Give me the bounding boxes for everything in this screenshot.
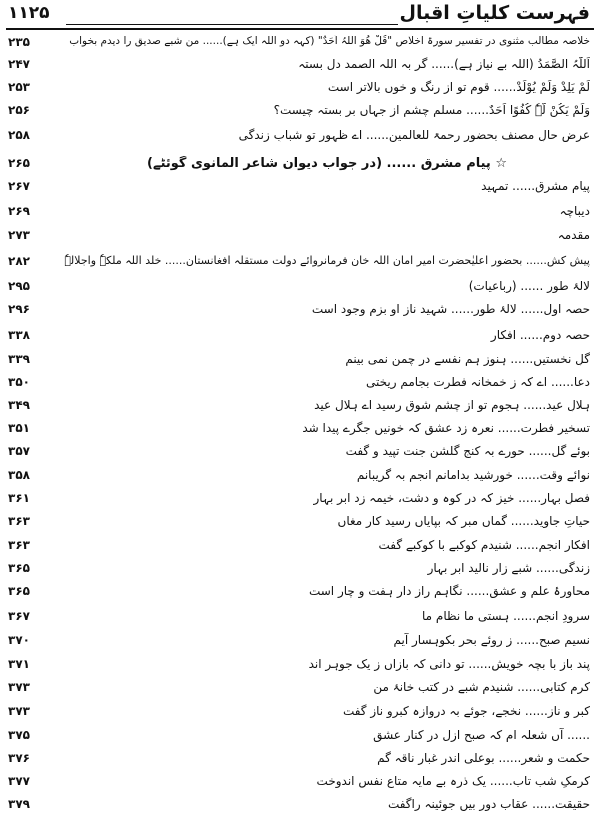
entry-page-number: ۲۵۶ [8,103,30,117]
entry-page-number: ۲۴۷ [8,57,30,71]
entry-page-number: ۳۷۱ [8,657,30,671]
header-rule [66,24,398,25]
entry-page-number: ۳۵۰ [8,375,30,389]
entry-title: کبر و ناز...... نخجے، جوئے بہ دروازہ کبرو ناز گفت [342,704,590,718]
entry-page-number: ۳۶۳ [8,538,30,552]
entry-title: فصلِ بہار...... خیز کہ در کوہ و دشت، خیمہ زد ابر بہار [313,491,590,505]
entry-title: ...... آں شعلہ ام کہ صبح ازل در کنار عشق [373,728,590,742]
entry-page-number: ۳۷۰ [8,633,30,647]
entry-title: حصہ اول...... لالۂ طور...... شہید ناز او بزم وجود است [311,302,590,316]
entry-title: افکارِ انجم...... شنیدم کوکبے با کوکبے گفت [378,538,590,552]
entry-title: عرضِ حالِ مصنف بحضور رحمۃ للعالمین...... اے ظہور تو شبابِ زندگی [238,128,590,142]
entry-title: بوئے گل...... حورے بہ کنج گلشن جنت تپید و گفت [345,444,590,458]
section-heading: ☆ پیامِ مشرق ...... (در جواب دیوان شاعر المانوی گوئٹے) [147,156,507,171]
entry-title: دیباچہ [559,204,590,218]
entry-page-number: ۳۳۸ [8,328,30,342]
entry-page-number: ۳۷۳ [8,704,30,718]
entry-title: مقدمہ [557,228,590,242]
entry-title: زندگی...... شبے زار نالید ابر بہار [427,561,590,575]
entry-title: پیش کش...... بحضور اعلیٰحضرت امیر امان اللہ خان فرمانروائے دولت مستقلہ افغانستان...... خلد اللہ ملکہٗ واجلالہٗ [64,254,590,267]
entry-title: نوائے وقت...... خورشید بدامانم انجم بہ گریبانم [356,468,590,482]
entry-page-number: ۳۷۹ [8,797,30,811]
entry-page-number: ۳۷۵ [8,728,30,742]
entry-page-number: ۳۶۱ [8,491,30,505]
entry-title: نسیمِ صبح...... ز روئے بحر بکوہسار آیم [393,633,590,647]
entry-title: گلِ نخستیں...... ہنوز ہم نفسے در چمن نمی بینم [345,352,590,366]
entry-title: خلاصہ مطالب مثنوی در تفسیر سورۃ اخلاص "قُلْ ھُوَ اللّٰہُ اَحَدٌ" (کہہ دو اللہ ایک ہے)...... من شبے صدیق را دیدم بخواب [69,35,590,47]
entry-page-number: ۲۸۲ [8,254,30,268]
entry-title: سرودِ انجم...... ہستی ما نظام ما [422,609,590,623]
entry-title: ہلالِ عید...... ہجوم تو از چشم شوق رسید اے ہلال عید [314,398,590,412]
entry-title: پند باز با بچہ خویش...... تو دانی کہ بازاں ز یک جوہر اند [308,657,590,671]
entry-title: وَلَمْ یَکُنْ لَّہٗ کُفُوًا اَحَدٌ...... مسلم چشم از جہاں بر بستہ چیست؟ [273,103,590,117]
entry-title: پیامِ مشرق...... تمہید [481,179,590,193]
entry-page-number: ۲۶۵ [8,156,30,170]
page-title: فہرست کلیاتِ اقبال [399,2,590,24]
entry-page-number: ۳۵۸ [8,468,30,482]
entry-page-number: ۳۳۹ [8,352,30,366]
entry-title: حصہ دوم...... افکار [490,328,590,342]
entry-title: دعا...... اے کہ ز خمخانہ فطرت بجامم ریختی [366,375,590,389]
entry-page-number: ۲۵۳ [8,80,30,94]
entry-title: کرمِ کتابی...... شنیدم شبے در کتب خانۂ من [373,680,590,694]
entry-title: کرمکِ شب تاب...... یک ذرہ بے مایہ متاعِ نفس اندوخت [316,774,590,788]
entry-page-number: ۳۶۳ [8,514,30,528]
entry-page-number: ۲۹۶ [8,302,30,316]
entry-page-number: ۳۶۵ [8,561,30,575]
entry-title: حقیقت...... عقاب دور بیں جوئینہ راگفت [387,797,590,811]
entry-title: اَللّٰہُ الصَّمَدُ (اللہ بے نیاز ہے)...... گر بہ اللہ الصمد دل بستہ [298,57,590,71]
entry-page-number: ۳۷۳ [8,680,30,694]
entry-page-number: ۲۵۸ [8,128,30,142]
entry-page-number: ۳۵۷ [8,444,30,458]
entry-page-number: ۳۷۶ [8,751,30,765]
entry-page-number: ۳۶۷ [8,609,30,623]
entry-page-number: ۲۹۵ [8,279,30,293]
entry-title: تسخیرِ فطرت...... نعرہ زد عشق کہ خونیں جگرے پیدا شد [302,421,590,435]
entry-title: حیاتِ جاوید...... گماں مبر کہ بپایاں رسید کار مغاں [337,514,590,528]
entry-page-number: ۲۷۳ [8,228,30,242]
entry-title: لَمْ یَلِدْ وَلَمْ یُوْلَدْ...... قوم تو از رنگ و خوں بالاتر است [327,80,590,94]
entry-page-number: ۳۴۹ [8,398,30,412]
entry-page-number: ۳۷۷ [8,774,30,788]
entry-title: لالۂ طور ...... (رباعیات) [468,279,590,293]
entry-page-number: ۲۶۹ [8,204,30,218]
entry-page-number: ۳۶۵ [8,584,30,598]
entry-title: محاورۂ علم و عشق...... نگاہم راز دار ہفت و چار است [308,584,590,598]
entry-page-number: ۲۶۷ [8,179,30,193]
entry-title: حکمت و شعر...... بوعلی اندر غبار ناقہ گم [377,751,590,765]
page-header [6,2,594,30]
entry-page-number: ۲۳۵ [8,35,30,49]
page-number: ۱۱۲۵ [8,3,50,23]
entry-page-number: ۳۵۱ [8,421,30,435]
